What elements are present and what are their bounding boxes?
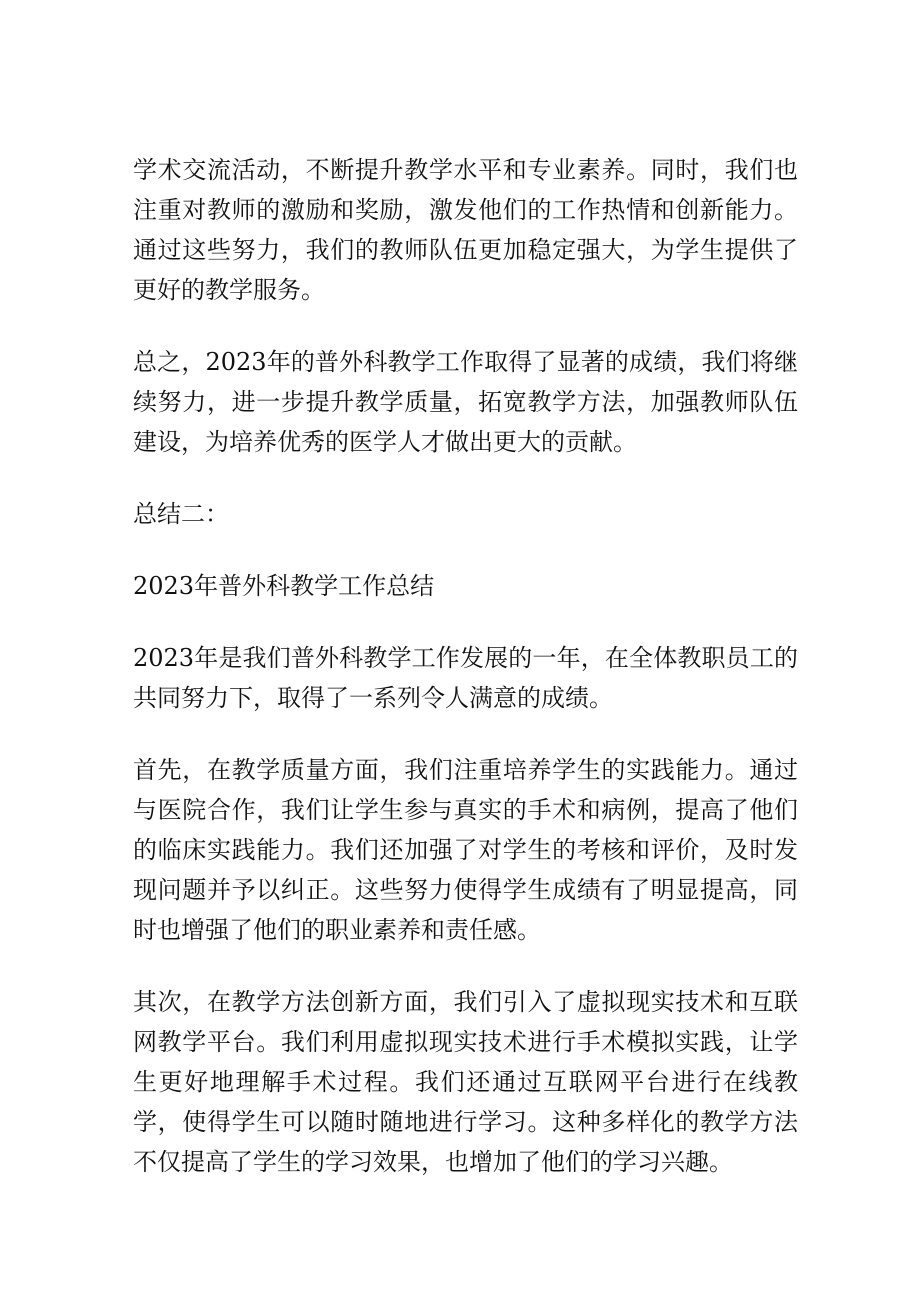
paragraph-conclusion: 总之，2023年的普外科教学工作取得了显著的成绩，我们将继续努力，进一步提升教学质量，拓宽教学方法，加强教师队伍建设，为培养优秀的医学人才做出更大的贡献。 — [133, 348, 798, 456]
document-body — [133, 150, 798, 1214]
paragraph-teaching-quality: 首先，在教学质量方面，我们注重培养学生的实践能力。通过与医院合作，我们让学生参与真实的手术和病例，提高了他们的临床实践能力。我们还加强了对学生的考核和评价，及时发现问题并予以纠正。这些努力使得学生成绩有了明显提高，同时也增强了他们的职业素养和责任感。 — [133, 756, 798, 944]
paragraph-teacher-development: 学术交流活动，不断提升教学水平和专业素养。同时，我们也注重对教师的激励和奖励，激发他们的工作热情和创新能力。通过这些努力，我们的教师队伍更加稳定强大，为学生提供了更好的教学服务。 — [133, 156, 798, 304]
document-title: 2023年普外科教学工作总结 — [133, 572, 435, 600]
paragraph-intro: 2023年是我们普外科教学工作发展的一年，在全体教职员工的共同努力下，取得了一系列令人满意的成绩。 — [133, 644, 798, 712]
paragraph-teaching-methods: 其次，在教学方法创新方面，我们引入了虚拟现实技术和互联网教学平台。我们利用虚拟现实技术进行手术模拟实践，让学生更好地理解手术过程。我们还通过互联网平台进行在线教学，使得学生可以随时随地进行学习。这种多样化的教学方法不仅提高了学生的学习效果，也增加了他们的学习兴趣。 — [133, 988, 798, 1176]
section-heading-summary-two: 总结二： — [133, 500, 229, 528]
